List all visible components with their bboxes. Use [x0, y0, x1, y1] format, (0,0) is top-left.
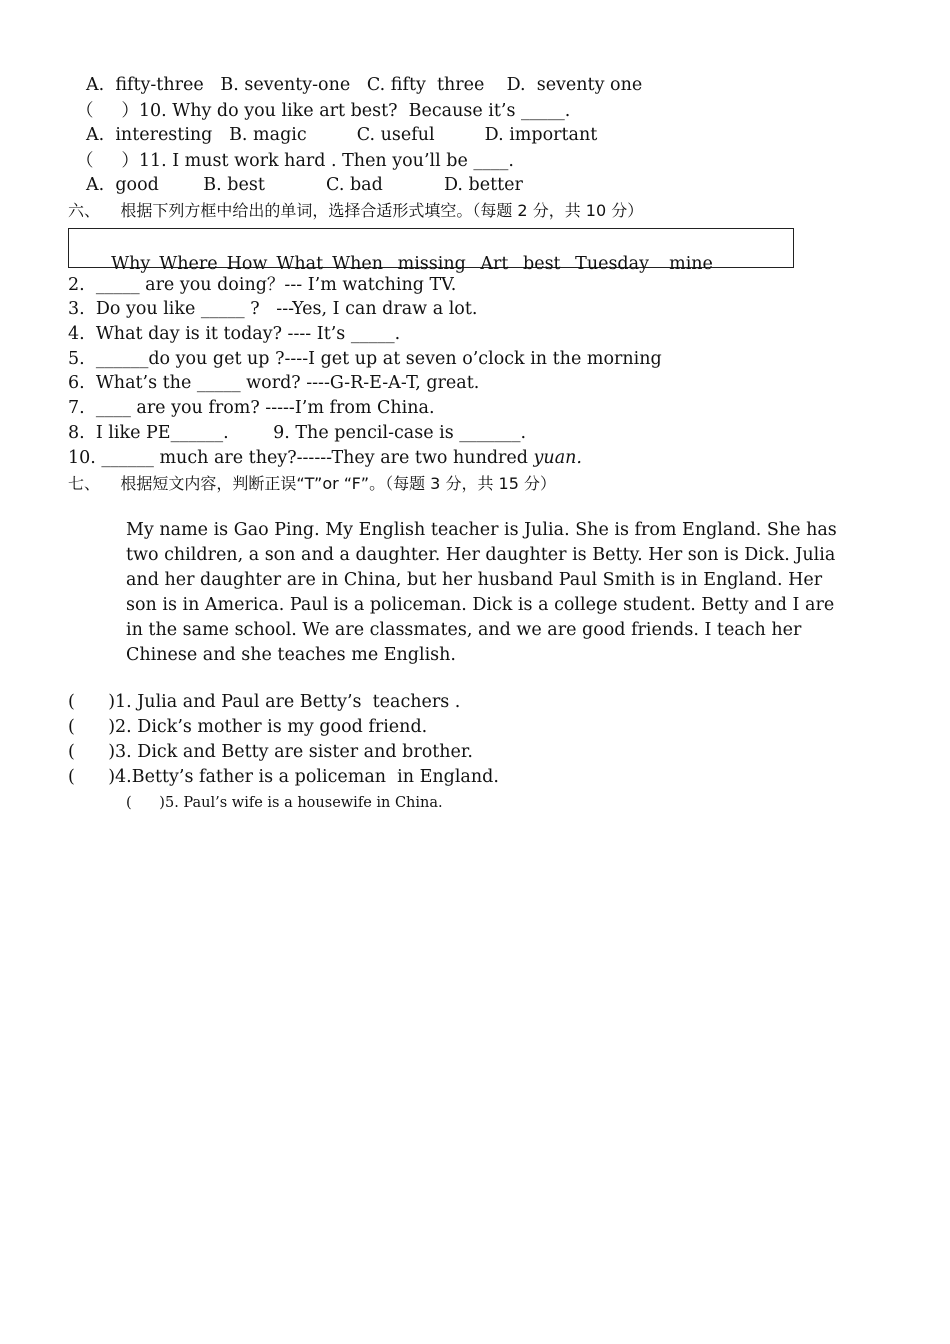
word-box-item: mine: [657, 254, 713, 274]
section7-heading: 七、 根据短文内容，判断正误“T”or “F”。（每题 3 分，共 15 分）: [68, 474, 556, 493]
word-box-item: Why: [111, 254, 151, 274]
q11-stem: （ ）11. I must work hard . Then you’ll be ____.: [76, 151, 514, 171]
passage-line: son is in America. Paul is a policeman. Dick is a college student. Betty and I are: [126, 595, 835, 615]
passage-line: in the same school. We are classmates, and we are good friends. I teach her: [126, 620, 802, 640]
fill-blank-10-italic: yuan.: [533, 448, 582, 468]
word-box-item: Where: [159, 254, 218, 274]
tf-item: ( )3. Dick and Betty are sister and brother.: [68, 742, 473, 762]
word-box-item: missing: [392, 254, 466, 274]
fill-blank-item-10: [68, 447, 582, 469]
passage-line: My name is Gao Ping. My English teacher is Julia. She is from England. She has: [126, 520, 837, 540]
word-box-item: Tuesday: [569, 254, 649, 274]
section6-heading: 六、 根据下列方框中给出的单词，选择合适形式填空。（每题 2 分，共 10 分）: [68, 201, 644, 220]
fill-blank-10-text: 10. ______ much are they?------They are two hundred: [68, 448, 534, 468]
reading-passage: [126, 518, 886, 668]
fill-blank-item: 6. What’s the _____ word? ----G-R-E-A-T, great.: [68, 373, 480, 393]
word-box-item: Art: [474, 254, 509, 274]
fill-blank-item: 4. What day is it today? ---- It’s _____.: [68, 324, 401, 344]
word-box-item: When: [332, 254, 384, 274]
tf-item: ( )2. Dick’s mother is my good friend.: [68, 717, 428, 737]
tf-item: ( )4.Betty’s father is a policeman in England.: [68, 767, 499, 787]
tf-item-5: ( )5. Paul’s wife is a housewife in China.: [126, 795, 443, 811]
word-box-item: How: [226, 254, 268, 274]
fill-blank-item: 3. Do you like _____ ? ---Yes, I can draw a lot.: [68, 299, 478, 319]
q10-stem: （ ）10. Why do you like art best? Because it’s _____.: [76, 101, 571, 121]
q11-options: A. good B. best C. bad D. better: [86, 175, 523, 195]
tf-item: ( )1. Julia and Paul are Betty’s teachers .: [68, 692, 461, 712]
word-box-item: What: [276, 254, 324, 274]
passage-line: and her daughter are in China, but her husband Paul Smith is in England. Her: [126, 570, 823, 590]
fill-blank-item: 2. _____ are you doing？--- I’m watching TV.: [68, 275, 457, 295]
q10-options: A. interesting B. magic C. useful D. important: [86, 125, 598, 145]
q9-options: A. fifty-three B. seventy-one C. fifty three D. seventy one: [86, 75, 643, 95]
fill-blank-item: 7. ____ are you from? -----I’m from China.: [68, 398, 435, 418]
word-box-list: [100, 231, 722, 275]
word-box-item: best: [517, 254, 561, 274]
passage-line: Chinese and she teaches me English.: [126, 645, 456, 665]
fill-blank-item: 8. I like PE______. 9. The pencil-case is _______.: [68, 423, 527, 443]
passage-line: two children, a son and a daughter. Her daughter is Betty. Her son is Dick. Julia: [126, 545, 836, 565]
fill-blank-item: 5. ______do you get up ?----I get up at seven o’clock in the morning: [68, 349, 662, 369]
